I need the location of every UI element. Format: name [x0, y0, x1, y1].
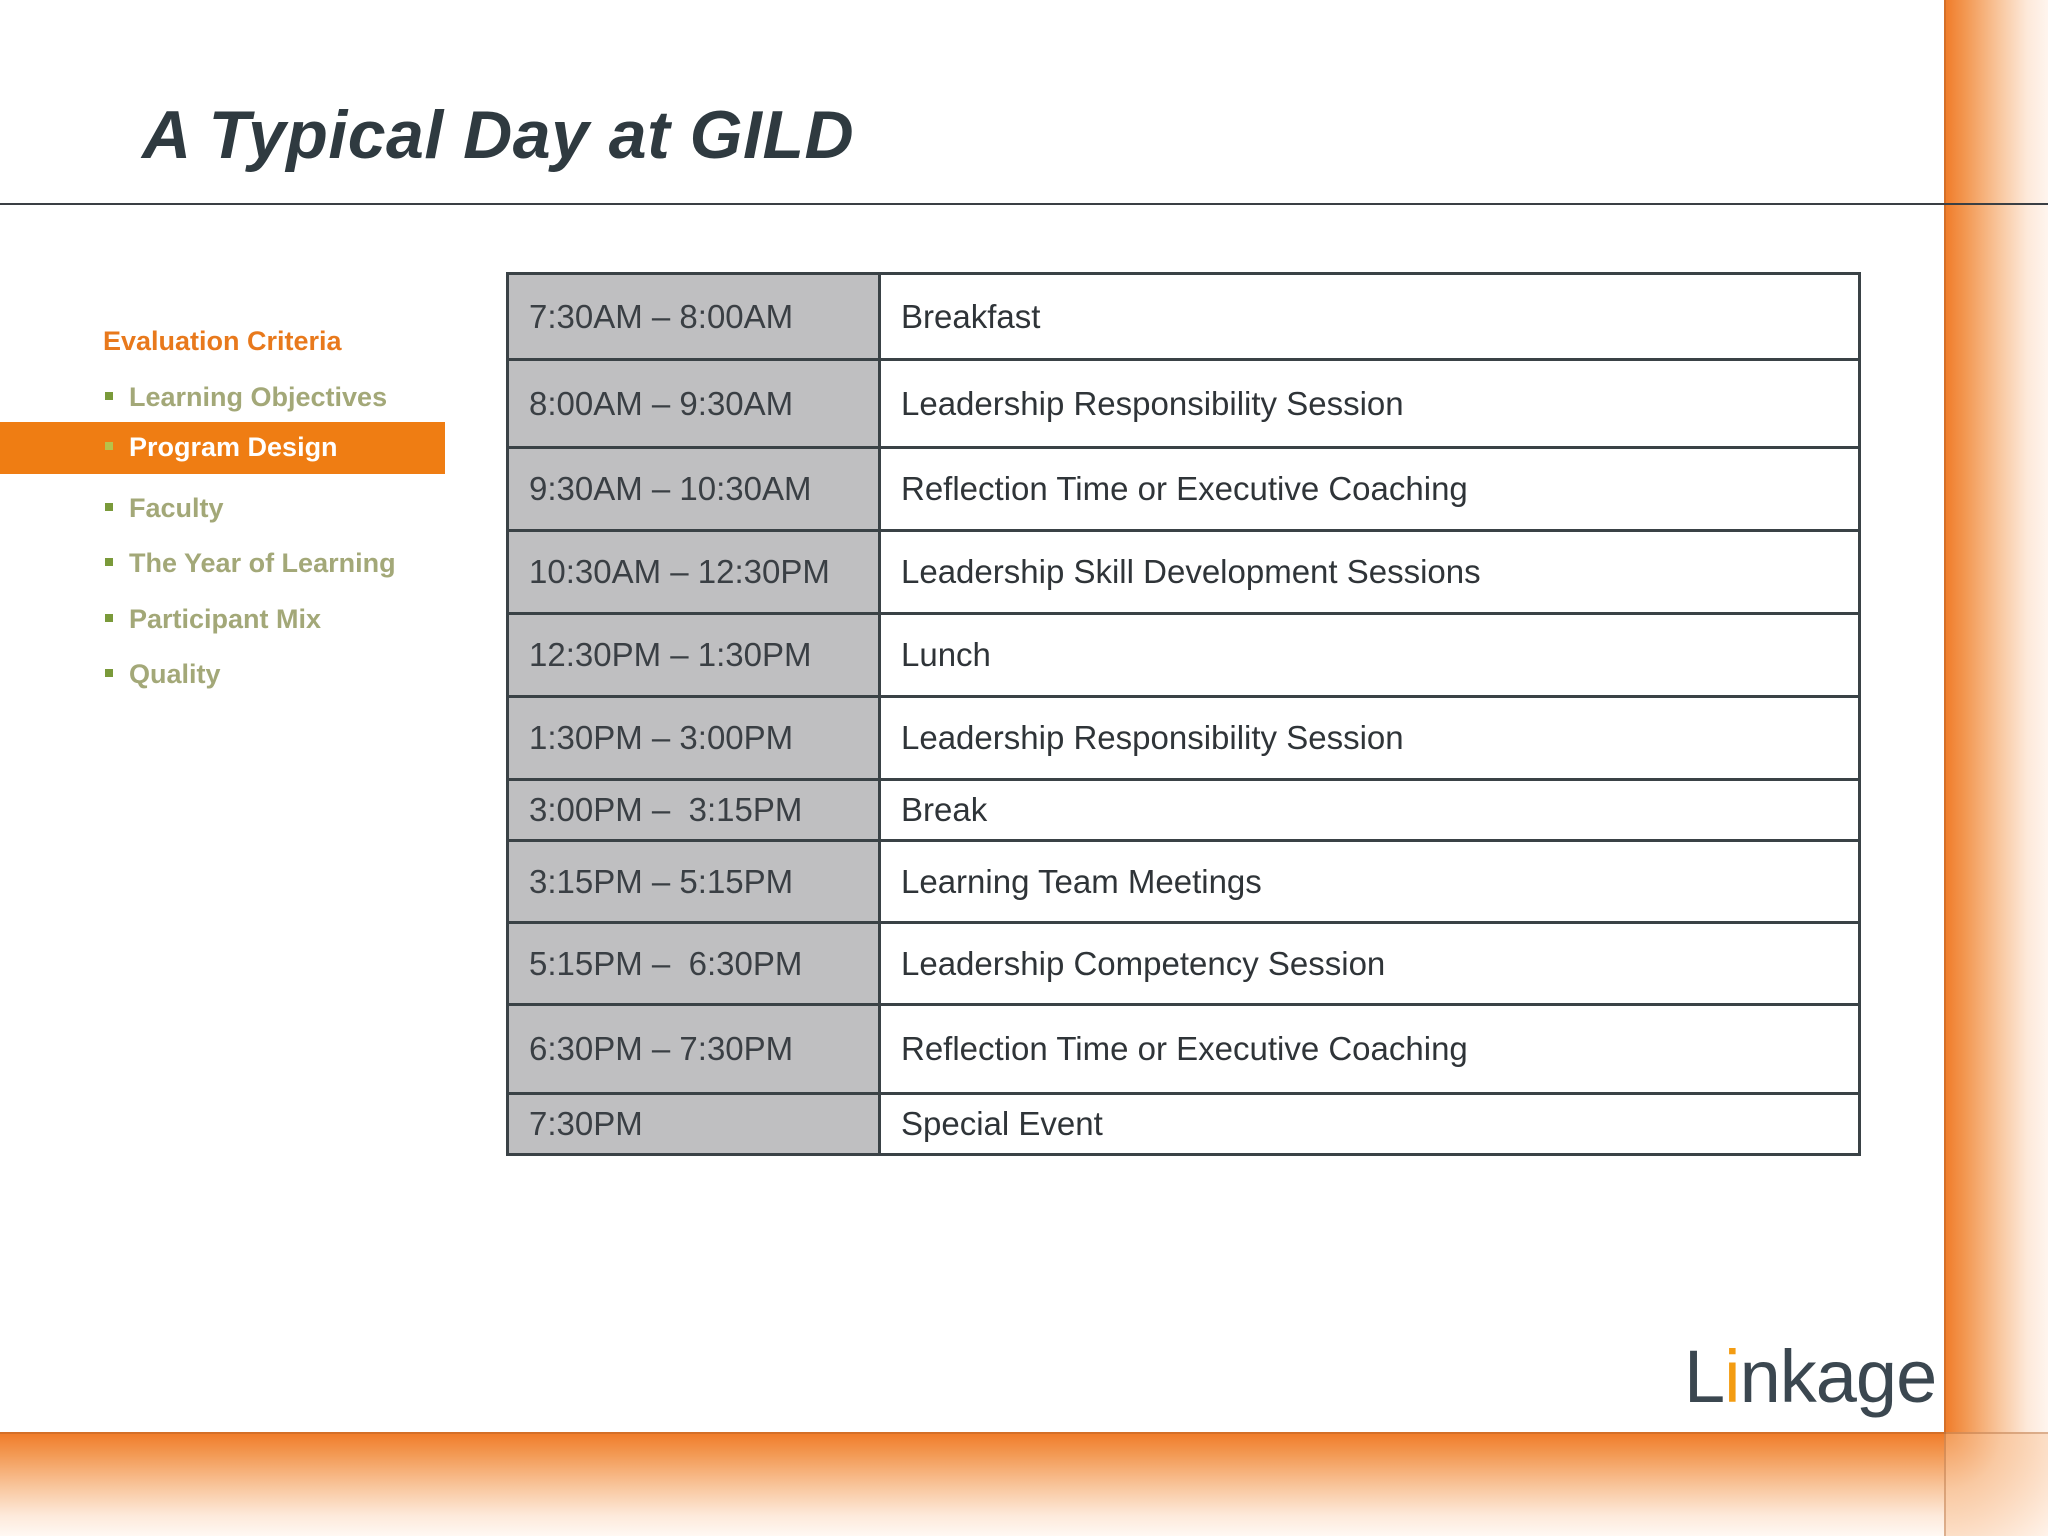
table-row — [508, 360, 1860, 448]
activity-cell: Leadership Responsibility Session — [880, 360, 1860, 448]
time-cell: 1:30PM – 3:00PM — [508, 697, 880, 780]
table-row — [508, 923, 1860, 1005]
activity-cell: Breakfast — [880, 274, 1860, 360]
bullet-icon — [105, 558, 113, 566]
nav-item-label: Learning Objectives — [129, 382, 388, 412]
nav-item-label: Quality — [129, 659, 221, 689]
activity-cell: Reflection Time or Executive Coaching — [880, 448, 1860, 531]
table-row — [508, 448, 1860, 531]
time-cell: 3:15PM – 5:15PM — [508, 841, 880, 923]
table-row — [508, 841, 1860, 923]
time-cell: 8:00AM – 9:30AM — [508, 360, 880, 448]
title-divider — [0, 203, 2048, 205]
time-cell: 5:15PM – 6:30PM — [508, 923, 880, 1005]
table-row — [508, 780, 1860, 841]
page-title: A Typical Day at GILD — [142, 97, 855, 173]
activity-cell: Lunch — [880, 614, 1860, 697]
table-row — [508, 531, 1860, 614]
activity-cell: Special Event — [880, 1094, 1860, 1155]
nav-item-label: Program Design — [129, 432, 338, 462]
activity-cell: Leadership Skill Development Sessions — [880, 531, 1860, 614]
table-row — [508, 274, 1860, 360]
frame-horizontal-line — [0, 1432, 2048, 1434]
time-cell: 6:30PM – 7:30PM — [508, 1005, 880, 1094]
frame-vertical-line — [1944, 0, 1946, 1536]
table-row — [508, 1005, 1860, 1094]
logo-text-accent: i — [1724, 1335, 1740, 1418]
time-cell: 9:30AM – 10:30AM — [508, 448, 880, 531]
activity-cell: Leadership Competency Session — [880, 923, 1860, 1005]
nav-item-faculty[interactable] — [0, 483, 445, 535]
table-row — [508, 697, 1860, 780]
time-cell: 10:30AM – 12:30PM — [508, 531, 880, 614]
time-cell: 7:30AM – 8:00AM — [508, 274, 880, 360]
bullet-icon — [105, 392, 113, 400]
time-cell: 3:00PM – 3:15PM — [508, 780, 880, 841]
nav-item-label: Faculty — [129, 493, 224, 523]
nav-item-quality[interactable] — [0, 649, 445, 701]
nav-item-label: Participant Mix — [129, 604, 322, 634]
logo-text-end: nkage — [1739, 1335, 1937, 1418]
bullet-icon — [105, 614, 113, 622]
bottom-decorative-band — [0, 1432, 2048, 1536]
daily-schedule-table — [506, 272, 1861, 1156]
activity-cell: Learning Team Meetings — [880, 841, 1860, 923]
nav-item-learning-objectives[interactable] — [0, 372, 445, 424]
right-decorative-band — [1944, 0, 2048, 1536]
bullet-icon — [105, 669, 113, 677]
activity-cell: Leadership Responsibility Session — [880, 697, 1860, 780]
logo-text-start: L — [1684, 1335, 1725, 1418]
table-row — [508, 614, 1860, 697]
nav-item-year-of-learning[interactable] — [0, 538, 445, 590]
nav-heading[interactable]: Evaluation Criteria — [103, 326, 342, 356]
bullet-icon — [105, 503, 113, 511]
nav-item-program-design[interactable] — [0, 422, 445, 474]
nav-item-label: The Year of Learning — [129, 548, 396, 578]
linkage-logo — [1684, 1334, 1936, 1419]
nav-item-participant-mix[interactable] — [0, 594, 445, 646]
time-cell: 12:30PM – 1:30PM — [508, 614, 880, 697]
activity-cell: Break — [880, 780, 1860, 841]
table-row — [508, 1094, 1860, 1155]
activity-cell: Reflection Time or Executive Coaching — [880, 1005, 1860, 1094]
time-cell: 7:30PM — [508, 1094, 880, 1155]
corner-decoration — [1944, 1432, 2048, 1536]
bullet-icon — [105, 442, 113, 450]
